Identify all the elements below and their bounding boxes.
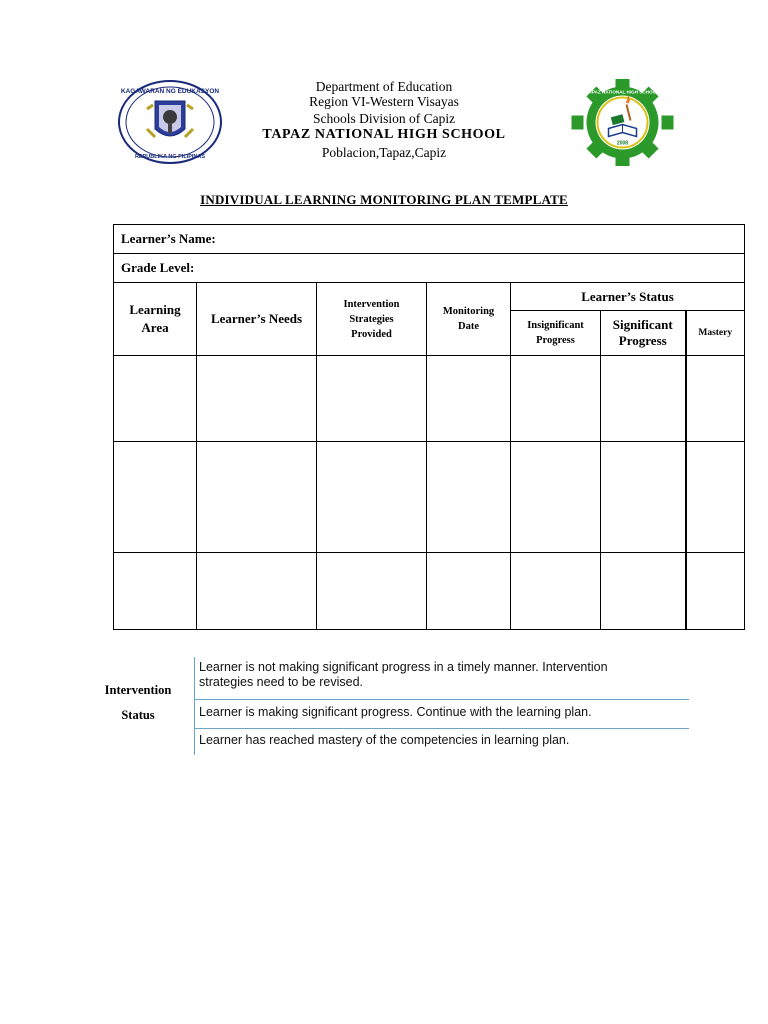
school-gear-logo: [571, 79, 674, 166]
header-learning-area-line1: Learning: [129, 302, 181, 317]
intervention-status-label-line2: Status: [121, 708, 155, 722]
grade-level-row: [114, 254, 745, 283]
header-address: Poblacion,Tapaz,Capiz: [321, 145, 447, 160]
table-cell[interactable]: [114, 442, 197, 553]
table-row: [114, 442, 745, 553]
header-significant-line1: Significant: [612, 317, 673, 333]
table-row: [114, 356, 745, 442]
deped-seal-text-bottom: REPUBLIKA NG PILIPINAS: [134, 154, 206, 160]
header-insignificant-line2: Progress: [536, 335, 575, 347]
table-cell[interactable]: [686, 442, 745, 553]
table-cell[interactable]: [197, 356, 317, 442]
table-cell[interactable]: [317, 356, 427, 442]
deped-seal-text-top: KAGAWARAN NG EDUKASYON: [120, 88, 220, 95]
table-row: [114, 553, 745, 630]
header-region: Region VI-Western Visayas: [309, 94, 459, 109]
table-cell[interactable]: [317, 442, 427, 553]
table-cell[interactable]: [197, 553, 317, 630]
table-cell[interactable]: [114, 553, 197, 630]
school-seal-year: 2008: [616, 140, 629, 147]
table-cell[interactable]: [114, 356, 197, 442]
header-intervention-line3: Provided: [351, 328, 392, 340]
table-cell[interactable]: [317, 553, 427, 630]
header-intervention-strategies: [317, 283, 427, 356]
school-seal-text: TAPAZ NATIONAL HIGH SCHOOL: [586, 89, 659, 95]
status-mastery-text: Learner has reached mastery of the competencies in learning plan.: [199, 733, 570, 747]
header-learning-area: [114, 283, 197, 356]
table-cell[interactable]: [427, 356, 511, 442]
header-significant-progress: [601, 311, 686, 356]
header-monitoring-line1: Monitoring: [442, 306, 495, 317]
header-monitoring-line2: Date: [458, 321, 479, 332]
monitoring-plan-table: [113, 224, 745, 630]
header-school-name: TAPAZ NATIONAL HIGH SCHOOL: [262, 127, 506, 142]
deped-seal-logo: [117, 79, 223, 165]
learner-name-row: [114, 225, 745, 254]
status-insignificant-text-line2: strategies need to be revised.: [199, 675, 363, 689]
header-learning-area-line2: Area: [141, 320, 169, 335]
header-monitoring-date: [427, 283, 511, 356]
grade-level-label: Grade Level:: [121, 260, 195, 275]
table-cell[interactable]: [511, 553, 601, 630]
header-learners-status: Learner’s Status: [511, 283, 745, 311]
header-significant-line2: Progress: [618, 333, 667, 349]
table-cell[interactable]: [686, 356, 745, 442]
table-cell[interactable]: [686, 553, 745, 630]
header-intervention-line1: Intervention: [343, 298, 400, 310]
table-cell[interactable]: [511, 356, 601, 442]
status-separator: [194, 728, 689, 729]
header-mastery: Mastery: [686, 311, 745, 356]
learner-name-field[interactable]: [114, 225, 745, 254]
intervention-status-label-line1: Intervention: [104, 683, 172, 697]
table-cell[interactable]: [427, 553, 511, 630]
table-cell[interactable]: [601, 356, 686, 442]
table-cell[interactable]: [197, 442, 317, 553]
header-department: Department of Education: [315, 79, 453, 94]
status-separator: [194, 699, 689, 700]
header-division: Schools Division of Capiz: [312, 111, 456, 126]
status-insignificant-text-line1: Learner is not making significant progress in a timely manner. Intervention: [199, 660, 608, 674]
document-title: INDIVIDUAL LEARNING MONITORING PLAN TEMPLATE: [200, 192, 568, 207]
header-learners-needs: Learner’s Needs: [197, 283, 317, 356]
table-cell[interactable]: [511, 442, 601, 553]
table-cell[interactable]: [601, 442, 686, 553]
header-insignificant-line1: Insignificant: [527, 320, 584, 332]
intervention-status-vertical-rule: [194, 657, 195, 755]
table-cell[interactable]: [601, 553, 686, 630]
learner-name-label: Learner’s Name:: [121, 231, 216, 246]
table-cell[interactable]: [427, 442, 511, 553]
grade-level-field[interactable]: [114, 254, 745, 283]
status-significant-text: Learner is making significant progress. Continue with the learning plan.: [199, 705, 592, 719]
header-insignificant-progress: [511, 311, 601, 356]
header-intervention-line2: Strategies: [349, 313, 394, 325]
